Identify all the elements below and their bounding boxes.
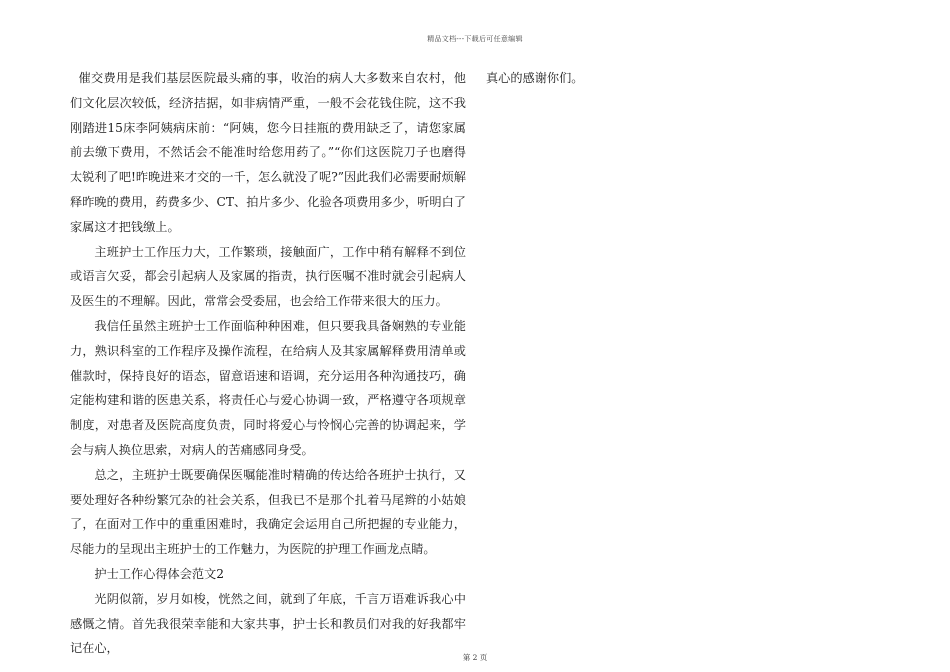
paragraph-year-end: 光阴似箭，岁月如梭，恍然之间，就到了年底，千言万语难诉我心中感慨之情。首先我很荣幸能和大家共事，护士长和教员们对我的好我都牢记在心， [70, 591, 466, 656]
section-heading-sample-2: 护士工作心得体会范文2 [94, 566, 225, 581]
page-header: 精品文档---下载后可任意编辑 [427, 35, 523, 43]
paragraph-work-pressure: 主班护士工作压力大，工作繁琐，接触面广，工作中稍有解释不到位或语言欠妥，都会引起病人及家属的指责，执行医嘱不准时就会引起病人及医生的不理解。因此，常常会受委屈，也会给工作带来很大的压力。 [70, 244, 466, 309]
page-number: 第 2 页 [462, 653, 488, 662]
paragraph-conclusion: 总之，主班护士既要确保医嘱能准时精确的传达给各班护士执行，又要处理好各种纷繁冗杂的社会关系，但我已不是那个扎着马尾辫的小姑娘了，在面对工作中的重重困难时，我确定会运用自己所把握的专业能力，尽能力的呈现出主班护士的工作魅力，为医院的护理工作画龙点睛。 [70, 467, 466, 557]
paragraph-thanks: 真心的感谢你们。 [486, 71, 584, 85]
right-text-column [486, 66, 636, 91]
left-text-column [70, 66, 466, 661]
paragraph-fee-collection: 催交费用是我们基层医院最头痛的事，收治的病人大多数来自农村，他们文化层次较低，经济拮据，如非病情严重，一般不会花钱住院，这不我刚踏进15床李阿姨病床前：“阿姨，您今日挂瓶的费用缺乏了，请您家属前去缴下费用，不然话会不能准时给您用药了。”“你们这医院刀子也磨得太锐利了吧!昨晚进来才交的一千，怎么就没了呢?”因此我们必需要耐烦解释昨晚的费用，药费多少、CT、拍片多少、化验各项费用多少，听明白了家属这才把钱缴上。 [70, 71, 466, 234]
paragraph-confidence: 我信任虽然主班护士工作面临种种困难，但只要我具备娴熟的专业能力，熟识科室的工作程序及操作流程，在给病人及其家属解释费用清单或催款时，保持良好的语态，留意语速和语调，充分运用各种沟通技巧，确定能构建和谐的医患关系，将责任心与爱心协调一致，严格遵守各项规章制度，对患者及医院高度负责，同时将爱心与怜悯心完善的协调起来，学会与病人换位思索，对病人的苦痛感同身受。 [70, 318, 466, 457]
